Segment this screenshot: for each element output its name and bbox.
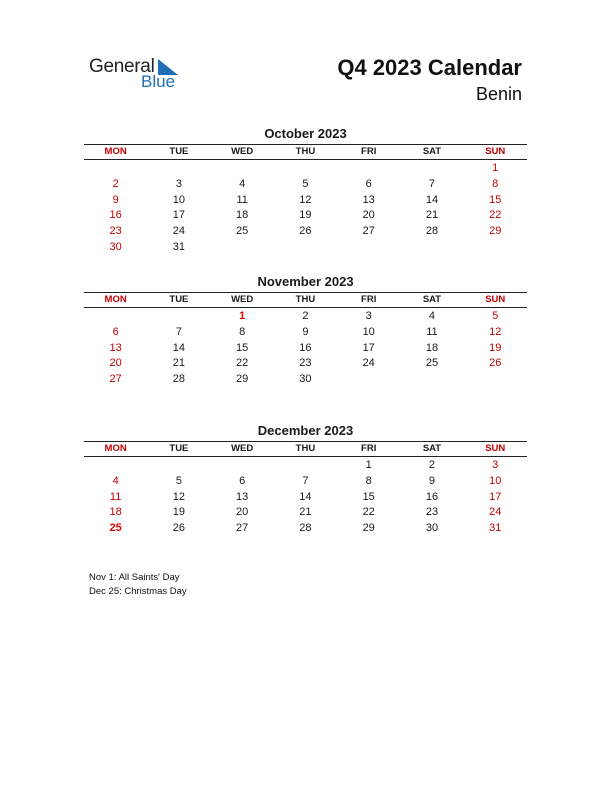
week-row <box>84 240 527 256</box>
day-cell: 15 <box>362 490 375 503</box>
weekday-header: MON <box>104 146 127 157</box>
page-title: Q4 2023 Calendar <box>337 55 522 80</box>
weekday-header: SUN <box>485 294 506 305</box>
day-cell: 3 <box>492 459 499 471</box>
week-row <box>84 325 527 341</box>
weekday-header: MON <box>104 294 127 305</box>
week-row <box>84 208 527 224</box>
day-cell-empty <box>84 161 147 177</box>
day-cell: 31 <box>172 240 186 253</box>
day-cell: 19 <box>172 506 186 519</box>
day-cell: 26 <box>172 522 186 535</box>
day-cell: 18 <box>109 506 122 519</box>
day-cell: 12 <box>172 490 186 503</box>
day-cell: 6 <box>112 325 119 338</box>
day-cell: 29 <box>362 522 375 535</box>
day-cell-empty <box>84 458 147 474</box>
day-cell: 10 <box>489 474 502 487</box>
day-cell: 7 <box>428 177 436 190</box>
day-cell: 1 <box>492 162 499 174</box>
day-cell-empty <box>147 161 210 177</box>
day-cell: 23 <box>299 357 312 370</box>
day-cell: 10 <box>362 325 375 338</box>
day-cell: 5 <box>492 310 499 322</box>
holiday-notes <box>89 571 187 599</box>
day-cell: 19 <box>299 209 312 222</box>
day-cell: 12 <box>489 325 502 338</box>
day-cell: 26 <box>299 225 312 238</box>
day-cell-empty <box>337 161 400 177</box>
day-cell: 8 <box>239 325 246 338</box>
day-cell: 4 <box>428 310 436 322</box>
day-cell: 15 <box>236 341 249 354</box>
month-block <box>84 125 527 256</box>
weekday-header: THU <box>295 146 316 157</box>
day-cell: 20 <box>362 209 375 222</box>
week-row <box>84 341 527 357</box>
week-row <box>84 177 527 193</box>
day-cell-empty <box>84 309 147 325</box>
week-row <box>84 474 527 490</box>
day-cell: 11 <box>109 490 122 503</box>
day-cell: 13 <box>362 193 375 206</box>
month-block <box>84 422 527 537</box>
weekday-header: WED <box>231 294 254 305</box>
day-cell: 4 <box>239 177 246 190</box>
day-cell: 20 <box>236 506 249 519</box>
day-cell: 31 <box>489 522 502 535</box>
day-cell: 17 <box>489 490 502 503</box>
day-cell: 29 <box>236 373 249 386</box>
weekday-header-row <box>84 442 527 457</box>
day-cell: 27 <box>109 373 122 386</box>
day-cell: 8 <box>365 474 372 487</box>
day-grid <box>84 161 527 256</box>
day-cell: 1 <box>239 310 246 322</box>
day-cell: 30 <box>299 373 312 386</box>
day-cell-empty <box>274 161 337 177</box>
weekday-header: WED <box>231 443 254 454</box>
week-row <box>84 356 527 372</box>
day-cell: 28 <box>172 373 186 386</box>
logo-text-blue: Blue <box>141 72 176 91</box>
weekday-header: FRI <box>361 146 377 157</box>
day-cell: 14 <box>299 490 312 503</box>
day-cell: 27 <box>362 225 375 238</box>
day-cell: 14 <box>425 193 439 206</box>
day-cell-empty <box>147 458 210 474</box>
day-cell: 2 <box>302 310 309 322</box>
week-row <box>84 372 527 388</box>
day-cell-empty <box>464 240 527 256</box>
weekday-header: SAT <box>422 443 442 454</box>
day-cell: 28 <box>425 225 439 238</box>
week-row <box>84 505 527 521</box>
month-title: October 2023 <box>264 126 347 141</box>
day-cell: 25 <box>236 225 249 238</box>
logo-text-general: General <box>89 56 155 77</box>
day-cell-empty <box>337 240 400 256</box>
month-title: December 2023 <box>257 423 354 438</box>
day-cell: 21 <box>425 209 439 222</box>
day-cell-empty <box>147 309 210 325</box>
day-cell: 2 <box>112 177 119 190</box>
day-cell: 9 <box>428 474 436 487</box>
day-cell: 24 <box>489 506 502 519</box>
day-cell: 6 <box>365 177 372 190</box>
day-cell: 26 <box>489 357 502 370</box>
day-cell: 5 <box>175 474 182 487</box>
day-cell: 14 <box>172 341 186 354</box>
day-cell: 30 <box>425 522 439 535</box>
day-cell: 27 <box>236 522 249 535</box>
weekday-header: WED <box>231 146 254 157</box>
day-cell: 21 <box>172 357 186 370</box>
day-cell: 21 <box>299 506 312 519</box>
weekday-header: FRI <box>361 443 377 454</box>
month-block <box>84 273 527 388</box>
month-title: November 2023 <box>257 274 354 289</box>
holiday-note: Dec 25: Christmas Day <box>89 586 187 597</box>
weekday-header: SAT <box>422 294 442 305</box>
day-cell: 11 <box>426 325 438 338</box>
day-cell: 29 <box>489 225 502 238</box>
day-cell: 5 <box>302 177 309 190</box>
day-cell: 12 <box>299 193 312 206</box>
day-cell-empty <box>464 372 527 388</box>
day-cell: 30 <box>109 240 122 253</box>
day-cell: 17 <box>362 341 375 354</box>
day-cell: 25 <box>425 357 439 370</box>
day-cell: 16 <box>299 341 312 354</box>
day-cell-empty <box>400 161 463 177</box>
day-cell: 2 <box>428 459 436 471</box>
day-cell: 18 <box>425 341 439 354</box>
day-cell: 15 <box>489 193 502 206</box>
country-name: Benin <box>475 84 522 104</box>
week-row <box>84 490 527 506</box>
week-row <box>84 309 527 325</box>
day-cell: 16 <box>109 209 122 222</box>
day-cell: 11 <box>236 193 248 206</box>
day-cell: 3 <box>365 310 372 322</box>
weekday-header-row <box>84 145 527 160</box>
day-cell: 6 <box>239 474 246 487</box>
weekday-header: TUE <box>169 294 189 305</box>
weekday-header: SUN <box>485 443 506 454</box>
day-cell: 7 <box>302 474 309 487</box>
week-row <box>84 458 527 474</box>
day-cell: 23 <box>425 506 439 519</box>
day-cell: 9 <box>112 193 119 206</box>
day-cell: 19 <box>489 341 502 354</box>
day-cell: 18 <box>236 209 249 222</box>
day-cell: 4 <box>112 474 119 487</box>
weekday-header: TUE <box>169 146 189 157</box>
weekday-header: THU <box>295 294 316 305</box>
weekday-header: FRI <box>361 294 377 305</box>
week-row <box>84 193 527 209</box>
generalblue-logo <box>89 56 199 96</box>
day-cell: 8 <box>492 177 499 190</box>
day-grid <box>84 309 527 388</box>
day-cell: 17 <box>172 209 186 222</box>
weekday-header: SAT <box>422 146 442 157</box>
day-cell: 9 <box>302 325 309 338</box>
day-cell: 20 <box>109 357 122 370</box>
weekday-header: THU <box>295 443 316 454</box>
day-cell-empty <box>400 372 463 388</box>
week-row <box>84 161 527 177</box>
day-cell: 28 <box>299 522 312 535</box>
week-row <box>84 224 527 240</box>
weekday-header: MON <box>104 443 127 454</box>
day-cell: 16 <box>425 490 439 503</box>
day-cell-empty <box>400 240 463 256</box>
weekday-header: TUE <box>169 443 189 454</box>
day-cell-empty <box>211 240 274 256</box>
day-cell: 24 <box>362 357 375 370</box>
day-cell: 24 <box>172 225 186 238</box>
weekday-header-row <box>84 293 527 308</box>
day-cell: 13 <box>109 341 122 354</box>
day-cell: 7 <box>175 325 182 338</box>
day-cell-empty <box>274 240 337 256</box>
day-grid <box>84 458 527 537</box>
day-cell: 10 <box>172 193 186 206</box>
day-cell-empty <box>337 372 400 388</box>
day-cell: 1 <box>365 459 372 471</box>
day-cell: 25 <box>109 522 122 535</box>
day-cell: 22 <box>236 357 249 370</box>
weekday-header: SUN <box>485 146 506 157</box>
day-cell-empty <box>274 458 337 474</box>
day-cell: 23 <box>109 225 122 238</box>
holiday-note: Nov 1: All Saints' Day <box>89 572 180 583</box>
day-cell: 13 <box>236 490 249 503</box>
day-cell-empty <box>211 458 274 474</box>
day-cell: 3 <box>175 177 182 190</box>
day-cell-empty <box>211 161 274 177</box>
day-cell: 22 <box>489 209 502 222</box>
day-cell: 22 <box>362 506 375 519</box>
week-row <box>84 521 527 537</box>
